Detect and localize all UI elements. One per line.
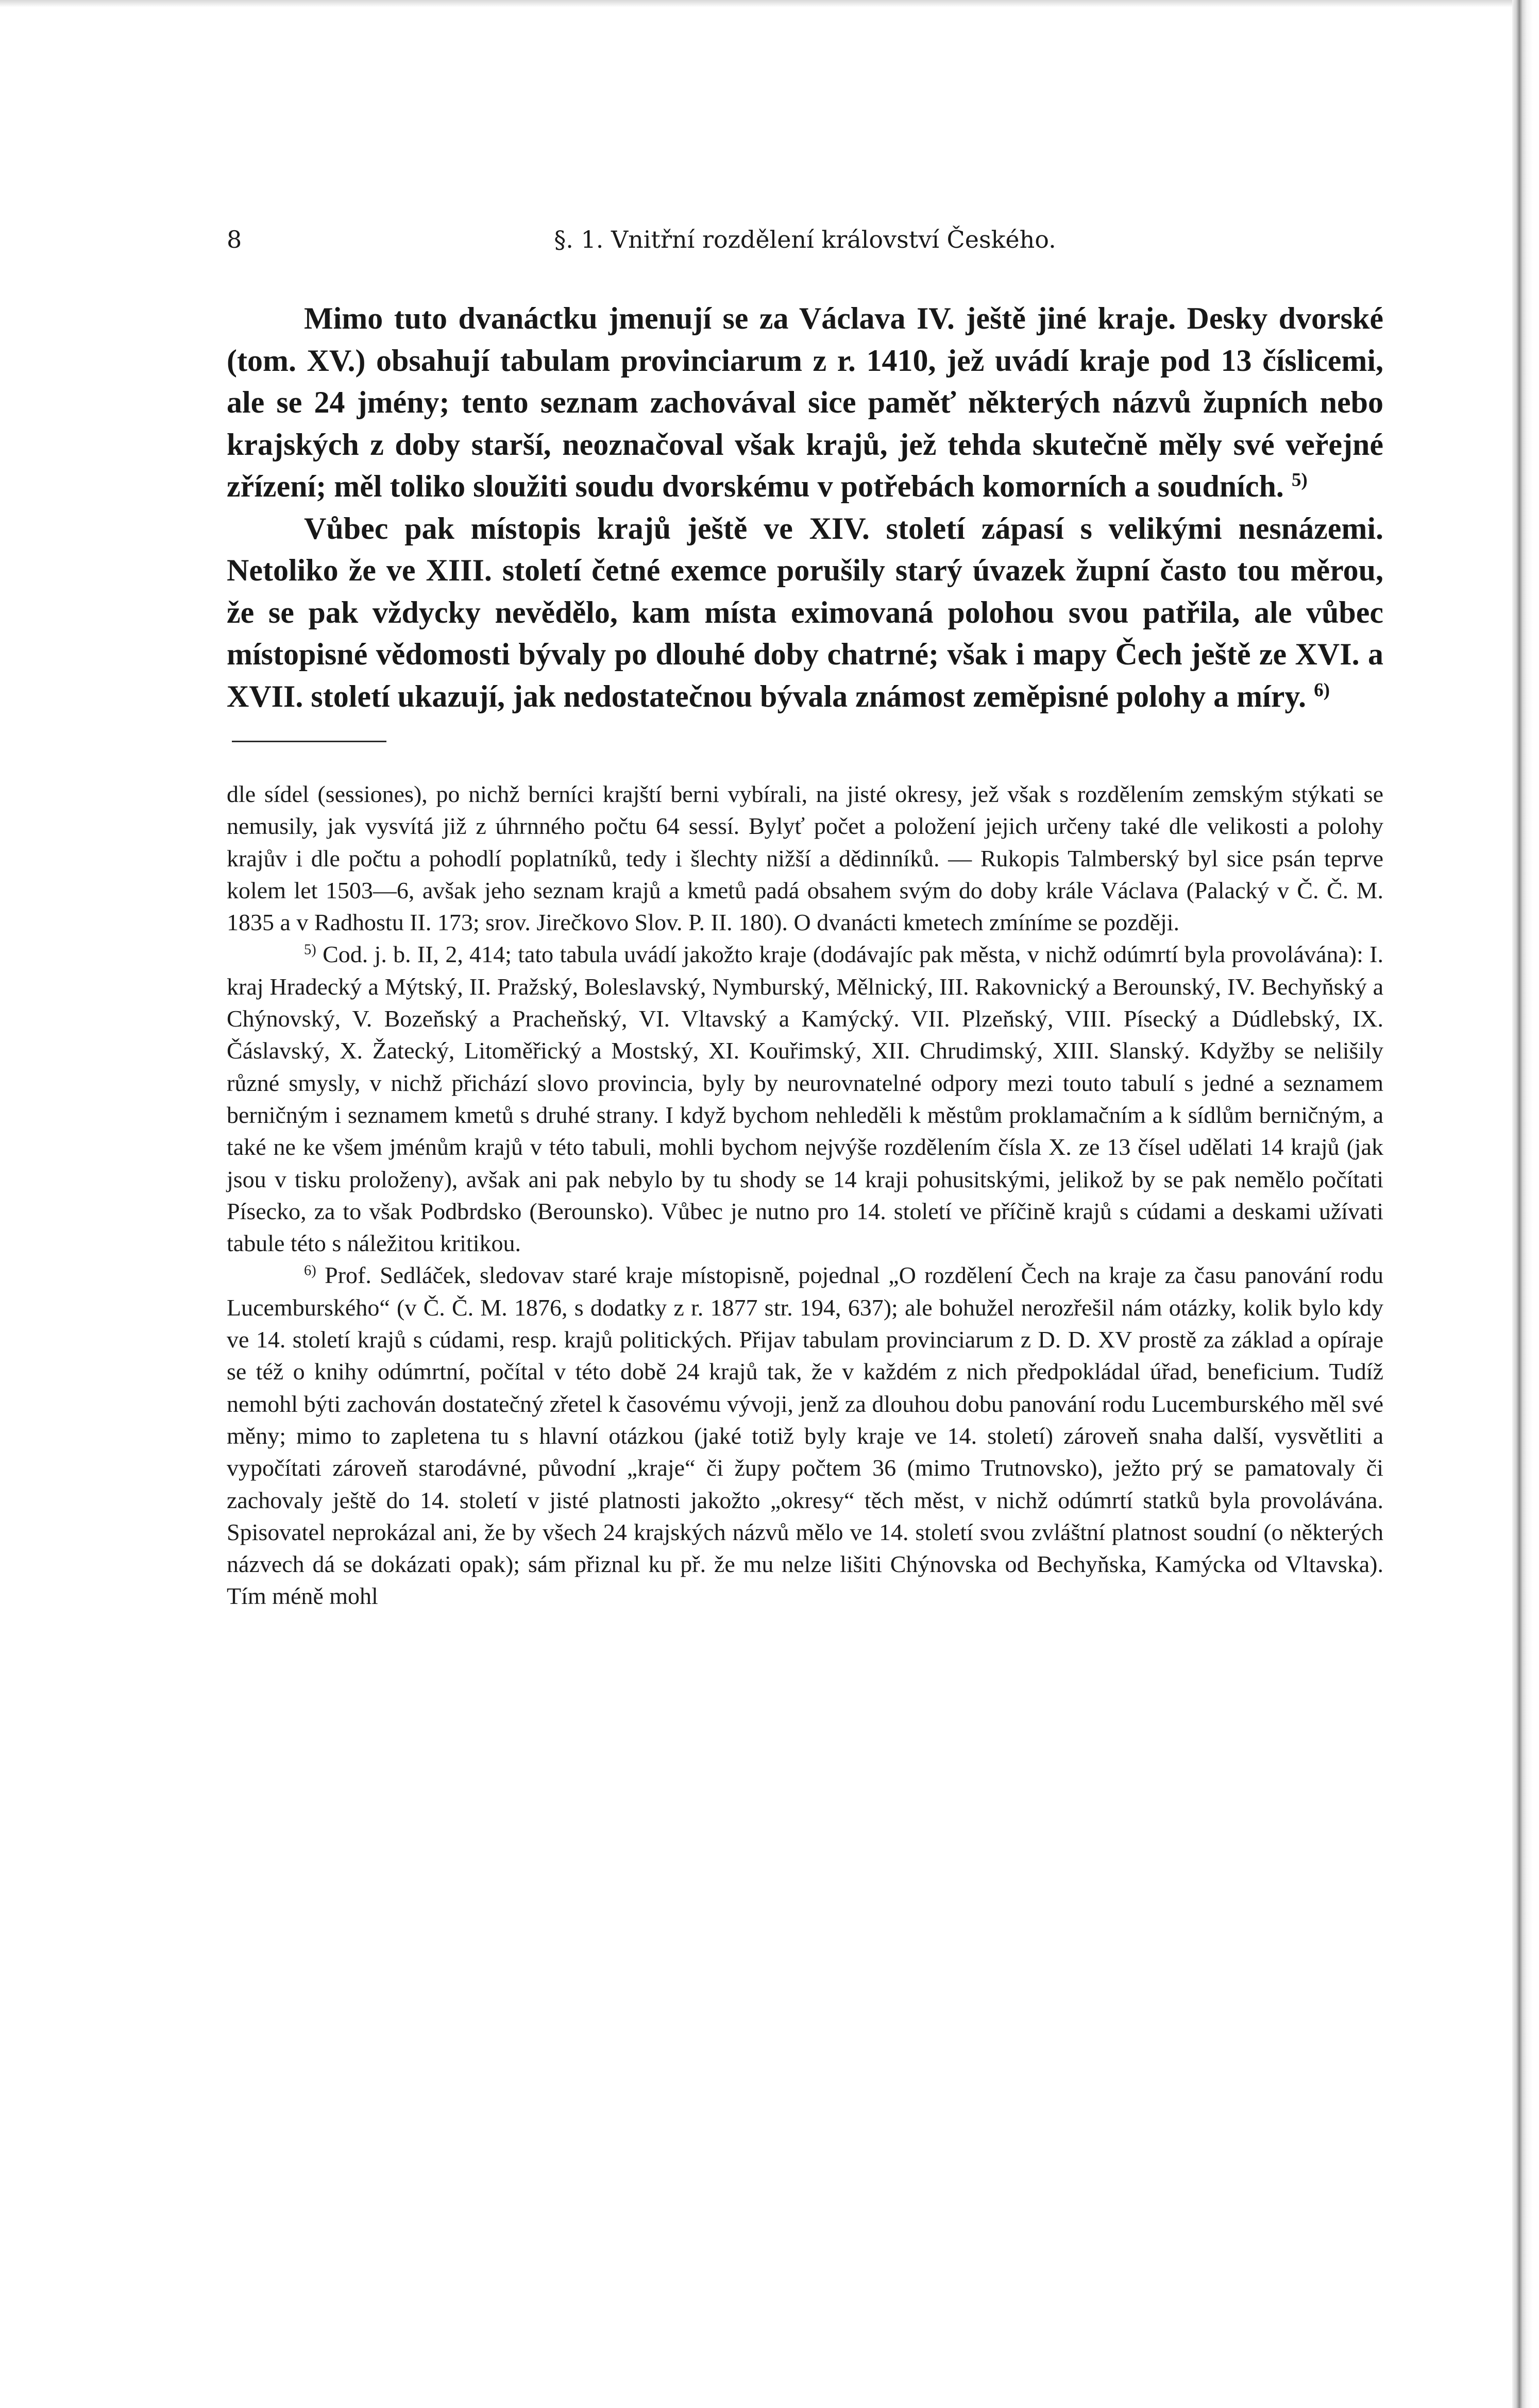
footnote-ref-6: 6) xyxy=(1314,679,1330,701)
paragraph-1 xyxy=(227,298,1383,508)
footnote-6-text: Prof. Sedláček, sledovav staré kraje místopisně, pojednal „O rozdělení Čech na kraje za času panování rodu Lucemburského“ (v Č. Č. M. 1876, s dodatky z r. 1877 str. 194, 637); ale bohužel nerozřešil nám otázky, kolik bylo kdy ve 14. století krajů s cúdami, resp. krajů politických. Přijav tabulam provinciarum z D. D. XV prostě za základ a opíraje se též o knihy odúmrtní, počítal v této době 24 krajů tak, že v každém z nich předpokládal úřad, beneficium. Tudíž nemohl býti zachován dostatečný zřetel k časovému vývoji, jenž za dlouhou dobu panování rodu Lucemburského měl své měny; mimo to zapletena tu s hlavní otázkou (jaké totiž byly kraje ve 14. století) zároveň snaha další, vysvětliti a vypočítati zároveň starodávné, původní „kraje“ či župy počtem 36 (mimo Trutnovsko), ježto prý se pamatovaly či zachovaly ještě do 14. století v jisté platnosti jakožto „okresy“ těch měst, v nichž odúmrtí statků byla provolávána. Spisovatel neprokázal ani, že by všech 24 krajských názvů mělo ve 14. století svou zvláštní platnost soudní (o některých názvech dá se dokázati opak); sám přiznal ku př. že mu nelze lišiti Chýnovska od Bechyňska, Kamýcka od Vltavska). Tím méně mohl xyxy=(227,1262,1384,1610)
main-text xyxy=(227,298,1383,718)
footnote-5-text: Cod. j. b. II, 2, 414; tato tabula uvádí jakožto kraje (dodávajíc pak města, v nichž odúmrtí byla provolávána): I. kraj Hradecký a Mýtský, II. Pražský, Boleslavský, Nymburský, Mělnický, III. Rakovnický a Berounský, IV. Bechyňský a Chýnovský, V. Bozeňský a Pracheňský, VI. Vltavský a Kamýcký. VII. Plzeňský, VIII. Písecký a Dúdlebský, IX. Čáslavský, X. Žatecký, Litoměřický a Mostský, XI. Kouřimský, XII. Chrudimský, XIII. Slanský. Kdyžby se nelišily různé smysly, v nichž přichází slovo provincia, byly by neurovnatelné odpory mezi touto tabulí s jedné a seznamem berničným i seznamem kmetů s druhé strany. I když bychom nehleděli k městům proklamačním a k sídlům berničným, a také ne ke všem jménům krajů v této tabuli, mohli bychom nejvýše rozdělením čísla X. ze 13 čísel udělati 14 krajů (jak jsou v tisku proloženy), avšak ani pak nebylo by tu shody se 14 kraji pohusitskými, jelikož by se pak nemělo počítati Písecko, za to však Podbrdsko (Berounsko). Vůbec je nutno pro 14. století ve příčině krajů s cúdami a deskami užívati tabule této s náležitou kritikou. xyxy=(227,941,1383,1257)
footnote-separator xyxy=(232,741,386,742)
footnote-continued: dle sídel (sessiones), po nichž berníci krajští berni vybírali, na jisté okresy, jež však s rozdělením zemským stýkati se nemusily, jak vysvítá již z úhrnného počtu 64 sessí. Bylyť počet a položení jejich určeny také dle velikosti a polohy krajův i dle počtu a pohodlí poplatníků, tedy i šlechty nižší a dědinníků. — Rukopis Talmberský byl sice psán teprve kolem let 1503—6, avšak jeho seznam krajů a kmetů padá obsahem svým do doby krále Václava (Palacký v Č. Č. M. 1835 a v Radhostu II. 173; srov. Jirečkovo Slov. P. II. 180). O dvanácti kmetech zmíníme se později. xyxy=(227,781,1383,936)
book-page xyxy=(227,221,1383,1613)
running-head xyxy=(227,221,1383,258)
footnote-6 xyxy=(227,1259,1383,1612)
footnotes xyxy=(227,778,1383,1613)
footnote-ref-5: 5) xyxy=(1291,469,1308,491)
footnote-5-marker: 5) xyxy=(304,942,316,958)
paragraph-2 xyxy=(227,508,1383,718)
scan-right-edge xyxy=(1512,0,1539,2408)
running-head-title: §. 1. Vnitřní rozdělení království Českého. xyxy=(554,226,1056,253)
page-number: 8 xyxy=(227,226,242,253)
paragraph-1-text: Mimo tuto dvanáctku jmenují se za Václava IV. ještě jiné kraje. Desky dvorské (tom. XV.) obsahují tabulam provinciarum z r. 1410, jež uvádí kraje pod 13 číslicemi, ale se 24 jmény; tento seznam zachovával sice paměť některých názvů župních nebo krajských z doby starší, neoznačoval však krajů, jež tehda skutečně měly své veřejné zřízení; měl toliko sloužiti soudu dvorskému v potřebách komorních a soudních. xyxy=(227,301,1383,503)
scan-top-edge xyxy=(0,0,1539,7)
paragraph-2-text: Vůbec pak místopis krajů ještě ve XIV. století zápasí s velikými nesnázemi. Netoliko že ve XIII. století četné exemce porušily starý úvazek župní často tou měrou, že se pak vždycky nevědělo, kam místa eximovaná polohou svou patřila, ale vůbec místopisné vědomosti bývaly po dlouhé doby chatrné; však i mapy Čech ještě ze XVI. a XVII. století ukazují, jak nedostatečnou bývala známost zeměpisné polohy a míry. xyxy=(227,511,1383,713)
footnote-5 xyxy=(227,938,1383,1259)
footnote-6-marker: 6) xyxy=(304,1262,316,1279)
